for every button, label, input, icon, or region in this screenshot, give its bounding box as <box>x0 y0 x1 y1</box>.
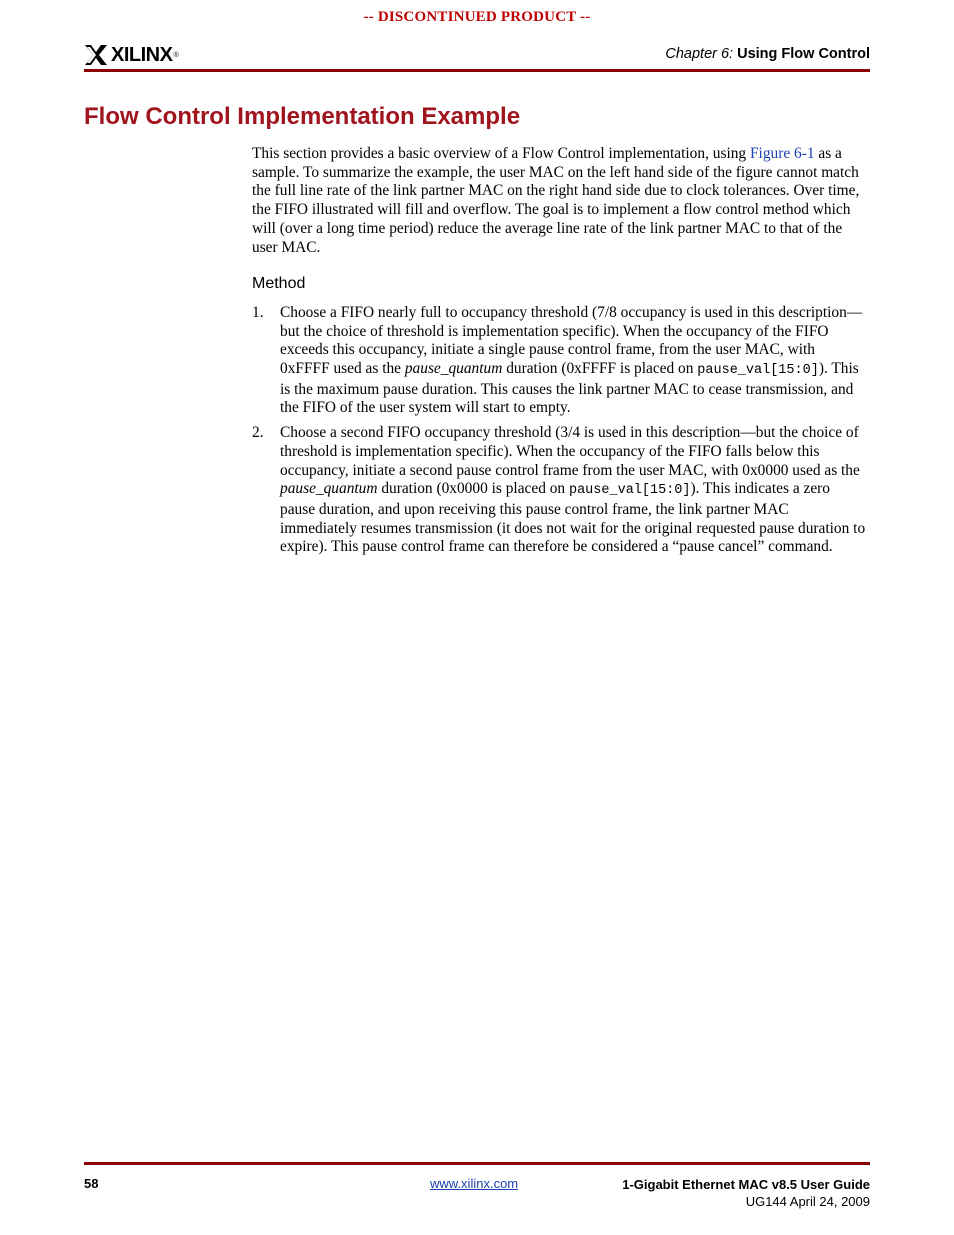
step-number: 1. <box>252 303 264 321</box>
step-text <box>280 424 868 557</box>
guide-title: 1-Gigabit Ethernet MAC v8.5 User Guide <box>622 1177 870 1192</box>
xilinx-logo <box>84 41 179 69</box>
step-text-part: ). This is the maximum pause duration. This causes the link partner MAC to cease transmission, and the FIFO of the user system will start to empty. <box>280 360 859 417</box>
chapter-title: Using Flow Control <box>737 46 870 62</box>
registered-mark: ® <box>173 51 179 59</box>
step-text <box>280 304 868 418</box>
figure-link[interactable]: Figure 6-1 <box>749 145 815 162</box>
intro-text-2: as a sample. To summarize the example, the user MAC on the left hand side of the figure cannot match the full line rate of the link partner MAC on the right hand side due to clock tolerances. Over time, the FIFO illustrated will fill and overflow. The goal is to implement a flow control method which will (over a long time period) reduce the average line rate of the link partner MAC to that of the user MAC. <box>252 145 860 256</box>
list-item <box>252 304 868 418</box>
chapter-header <box>665 46 870 62</box>
section-body <box>252 145 868 563</box>
signal-name: pause_val[15:0] <box>697 363 819 379</box>
intro-paragraph <box>252 145 868 257</box>
intro-text-1: This section provides a basic overview of a Flow Control implementation, using <box>252 145 750 162</box>
method-heading: Method <box>252 275 306 293</box>
method-steps <box>252 304 868 557</box>
step-text-part: duration (0x0000 is placed on <box>377 480 569 498</box>
guide-info <box>622 1176 870 1210</box>
page-number: 58 <box>84 1176 99 1191</box>
section-title: Flow Control Implementation Example <box>84 103 521 130</box>
chapter-number: Chapter 6: <box>665 46 734 62</box>
step-text-part: duration (0xFFFF is placed on <box>502 360 698 378</box>
list-item <box>252 424 868 557</box>
step-text-part: Choose a second FIFO occupancy threshold (3/4 is used in this description—but the choice of threshold is implementation specific). When the occupancy of the FIFO falls below this occupancy, initiate a second pause control frame from the user MAC, with 0x0000 used as the <box>280 424 860 479</box>
header-rule <box>84 69 870 72</box>
pause-quantum-term: pause_quantum <box>280 480 378 498</box>
website-link[interactable]: www.xilinx.com <box>430 1176 519 1191</box>
discontinued-banner: -- DISCONTINUED PRODUCT -- <box>363 9 591 25</box>
pause-quantum-term: pause_quantum <box>404 360 503 378</box>
doc-id: UG144 April 24, 2009 <box>745 1194 870 1209</box>
step-text-part: Choose a FIFO nearly full to occupancy threshold (7/8 occupancy is used in this description—but the choice of threshold is implementation specific). When the occupancy of the FIFO exceeds this occupancy, initiate a single pause control frame, from the user MAC, with 0xFFFF used as the <box>280 303 863 378</box>
step-number: 2. <box>252 424 264 442</box>
logo-wordmark: XILINX <box>111 43 173 66</box>
footer-rule <box>84 1162 870 1165</box>
xilinx-x-icon <box>84 43 108 67</box>
signal-name: pause_val[15:0] <box>568 483 691 499</box>
step-text-part: ). This indicates a zero pause duration, and upon receiving this pause control frame, the link partner MAC immediately resumes transmission (it does not wait for the original requested pause duration to expire). This pause control frame can therefore be considered a “pause cancel” command. <box>280 480 866 556</box>
